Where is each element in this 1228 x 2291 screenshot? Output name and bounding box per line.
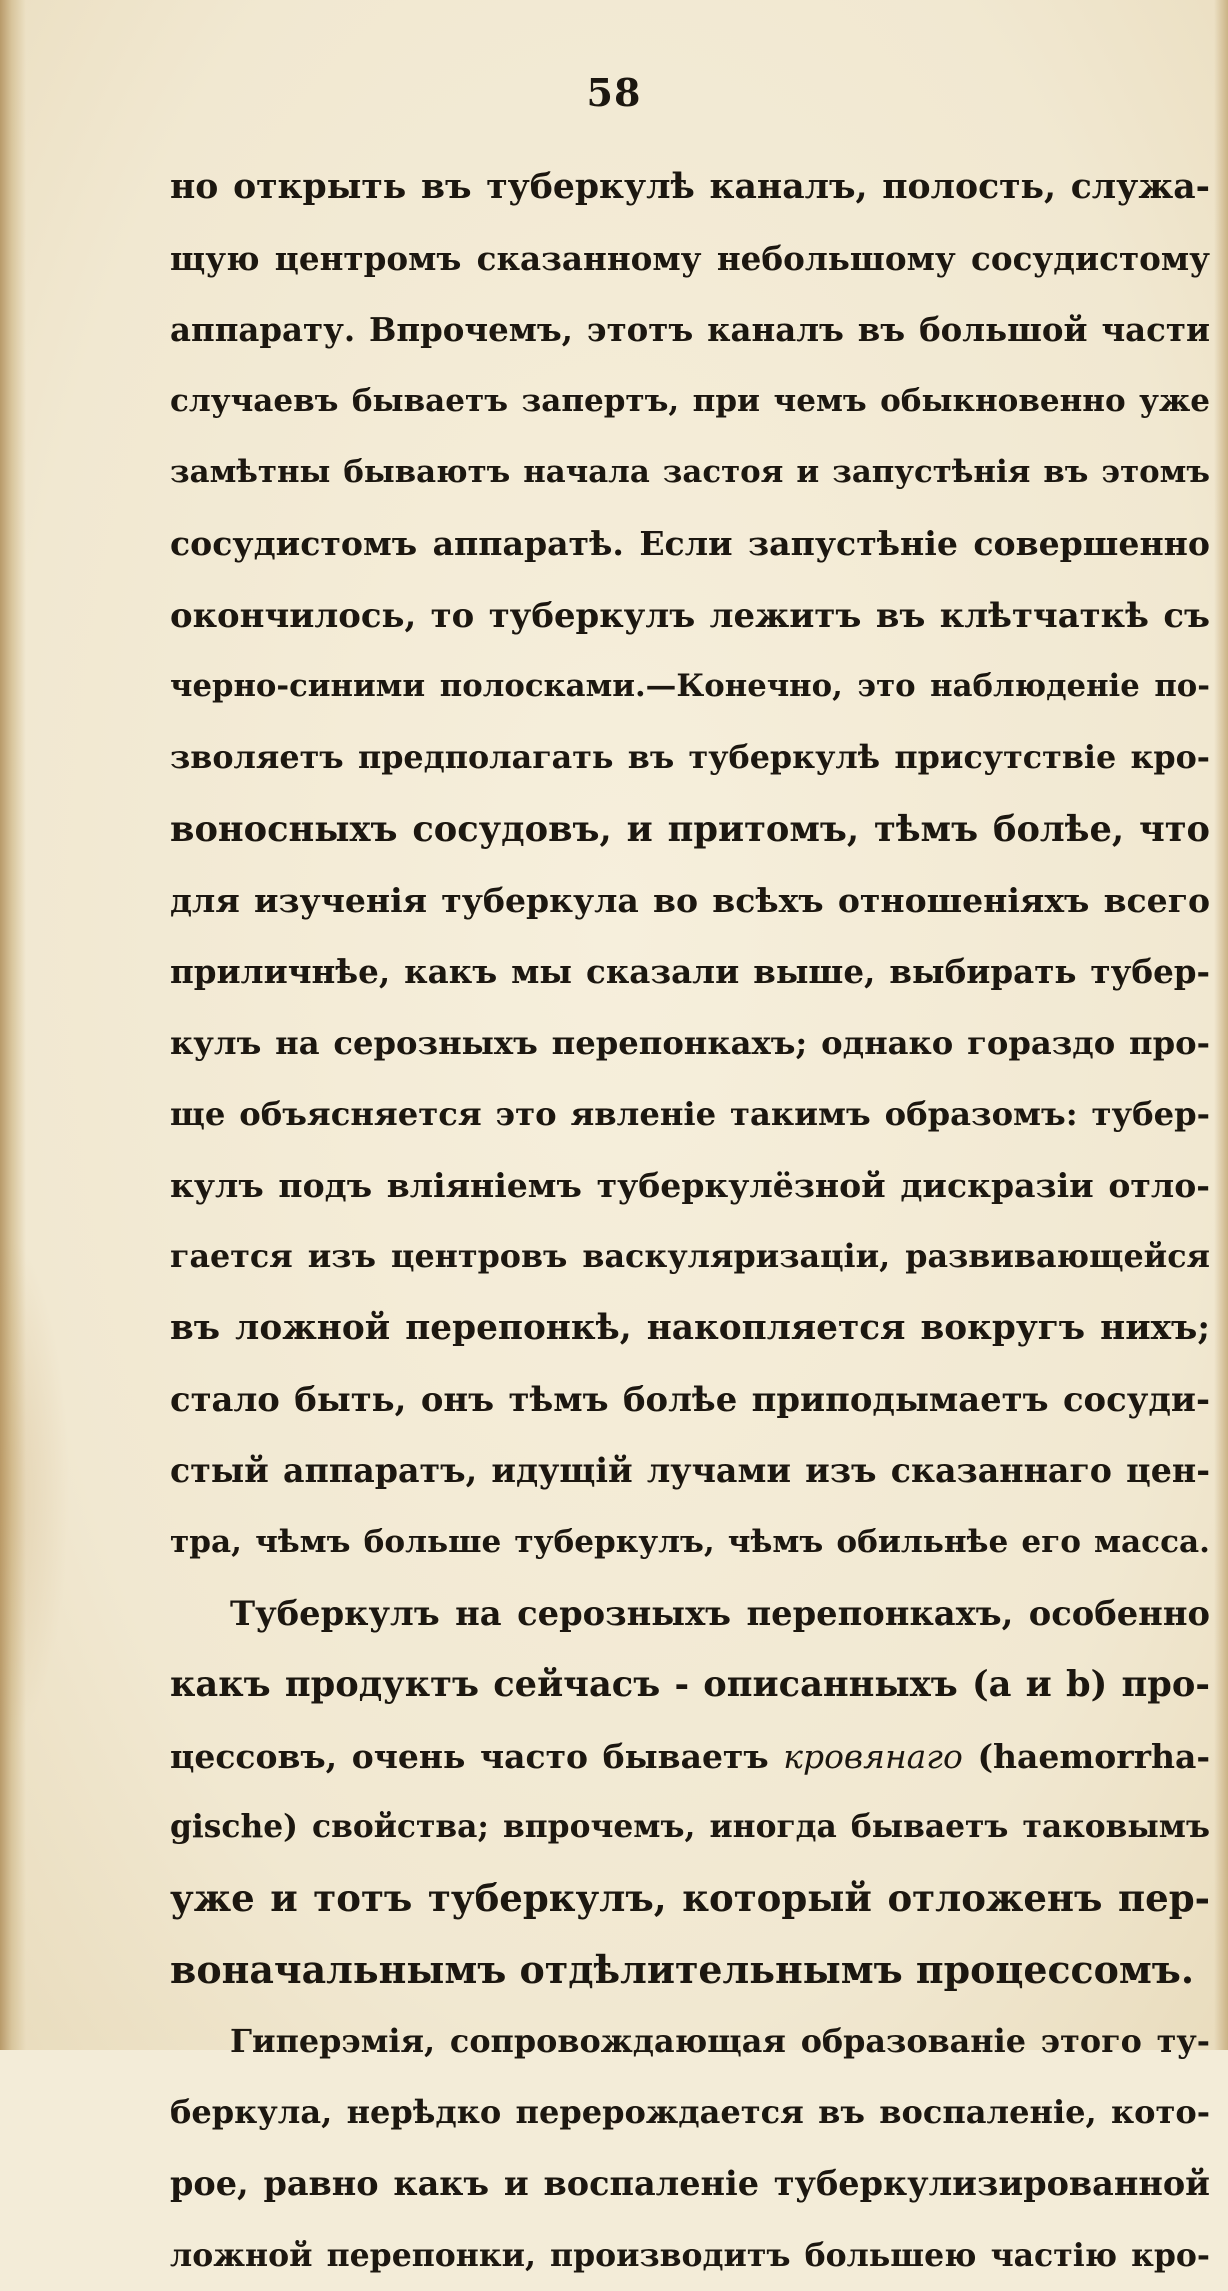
text-line	[170, 1721, 1210, 1792]
text-segment: gische) свойства; впрочемъ, иногда бываетъ таковымъ	[170, 1808, 1210, 1845]
text-line	[170, 2077, 1210, 2148]
text-line	[170, 651, 1210, 722]
text-line	[170, 223, 1210, 294]
text-line	[170, 2148, 1210, 2219]
text-line	[170, 1649, 1210, 1720]
text-line	[170, 1435, 1210, 1506]
text-segment: случаевъ бываетъ запертъ, при чемъ обыкновенно уже	[170, 382, 1210, 419]
text-segment: гается изъ центровъ васкуляризаціи, развивающейся	[170, 1238, 1210, 1276]
text-segment: окончилось, то туберкулъ лежитъ въ клѣтчаткѣ съ	[170, 594, 1210, 635]
text-line	[170, 1578, 1210, 1649]
text-segment: въ ложной перепонкѣ, накопляется вокругъ нихъ;	[170, 1307, 1210, 1348]
text-line	[170, 1008, 1210, 1079]
text-line	[170, 152, 1210, 223]
text-line	[170, 1221, 1210, 1292]
page-edge-shadow	[1214, 0, 1228, 2050]
text-line	[170, 580, 1210, 651]
text-line	[170, 366, 1210, 437]
text-segment: приличнѣе, какъ мы сказали выше, выбирать тубер-	[170, 952, 1210, 992]
text-line	[170, 1863, 1210, 1934]
text-segment: кулъ подъ вліяніемъ туберкулёзной дискразіи отло-	[170, 1166, 1210, 1206]
text-line	[170, 1507, 1210, 1578]
text-segment: ще объясняется это явленіе такимъ образомъ: тубер-	[170, 1094, 1210, 1133]
text-segment: Туберкулъ на серозныхъ перепонкахъ, особенно	[230, 1592, 1210, 1633]
text-segment: для изученія туберкула во всѣхъ отношеніяхъ всего	[170, 880, 1210, 920]
text-segment: беркула, нерѣдко перерождается въ воспаленіе, кото-	[170, 2093, 1210, 2132]
text-segment: цессовъ, очень часто бываетъ	[170, 1736, 784, 1776]
text-line	[170, 1792, 1210, 1863]
text-segment: (haemorrha-	[962, 1736, 1210, 1776]
text-segment: зволяетъ предполагать въ туберкулѣ присутствіе кро-	[170, 739, 1210, 777]
text-segment: какъ продуктъ сейчасъ - описанныхъ (a и b) про-	[170, 1664, 1210, 1706]
text-line	[170, 437, 1210, 508]
text-line	[170, 1079, 1210, 1150]
text-line	[170, 508, 1210, 579]
text-segment: Гиперэмія, сопровождающая образованіе этого ту-	[230, 2021, 1210, 2060]
text-segment: кровянаго	[783, 1736, 963, 1776]
text-segment: замѣтны бываютъ начала застоя и запустѣнія въ этомъ	[170, 454, 1210, 491]
text-line	[170, 1364, 1210, 1435]
text-segment: щую центромъ сказанному небольшому сосудистому	[170, 239, 1210, 279]
text-segment: стый аппаратъ, идущій лучами изъ сказаннаго цен-	[170, 1451, 1210, 1491]
text-segment: воносныхъ сосудовъ, и притомъ, тѣмъ болѣе, что	[170, 808, 1210, 850]
text-line	[170, 2220, 1210, 2291]
text-line	[170, 936, 1210, 1007]
text-line	[170, 794, 1210, 865]
text-line	[170, 865, 1210, 936]
text-segment: тра, чѣмъ больше туберкулъ, чѣмъ обильнѣе его масса.	[170, 1523, 1210, 1560]
text-line	[170, 722, 1210, 793]
page-number: 58	[586, 70, 642, 115]
text-segment: черно-синими полосками.—Конечно, это наблюденіе по-	[170, 668, 1210, 705]
text-line	[170, 295, 1210, 366]
text-segment: сосудистомъ аппаратѣ. Если запустѣніе совершенно	[170, 524, 1210, 564]
text-line	[170, 1293, 1210, 1364]
paper-stain	[0, 1230, 70, 1750]
text-segment: рое, равно какъ и воспаленіе туберкулизированной	[170, 2164, 1210, 2204]
text-segment: аппарату. Впрочемъ, этотъ каналъ въ большой части	[170, 310, 1210, 349]
text-line	[170, 2006, 1210, 2077]
text-segment: уже и тотъ туберкулъ, который отложенъ пер-	[170, 1876, 1210, 1921]
text-segment: но открыть въ туберкулѣ каналъ, полость, служа-	[170, 167, 1210, 207]
text-segment: кулъ на серозныхъ перепонкахъ; однако гораздо про-	[170, 1023, 1210, 1062]
text-line	[170, 1150, 1210, 1221]
text-segment: ложной перепонки, производитъ большею частію кро-	[170, 2236, 1210, 2274]
text-segment: стало быть, онъ тѣмъ болѣе приподымаетъ сосуди-	[170, 1379, 1210, 1420]
text-segment: воначальнымъ отдѣлительнымъ процессомъ.	[170, 1947, 1195, 1993]
body-text	[170, 152, 1210, 2291]
text-line	[170, 1934, 1210, 2005]
